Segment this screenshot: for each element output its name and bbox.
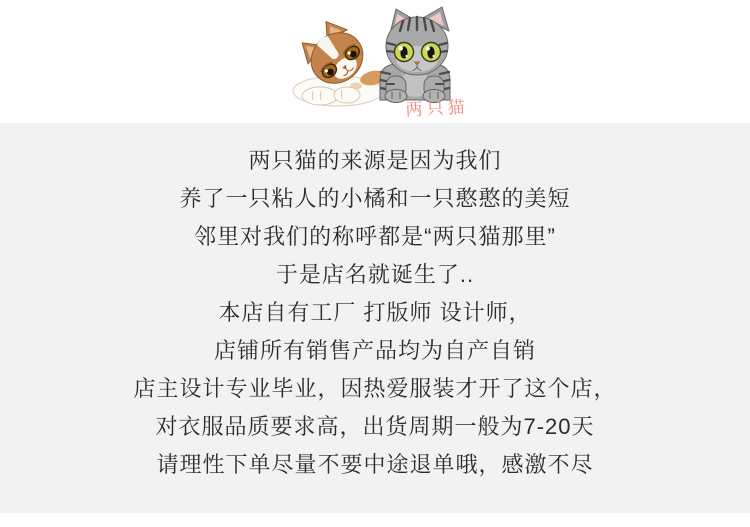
story-line-7: 店主设计专业毕业，因热爱服装才开了这个店， [133,376,617,401]
story-line-3: 邻里对我们的称呼都是“两只猫那里” [194,224,556,249]
gray-cat [380,7,450,103]
story-line-6: 店铺所有销售产品均为自产自销 [213,338,536,363]
hero-section [0,0,750,123]
story-line-8: 对衣服品质要求高，出货周期一般为7-20天 [155,414,595,439]
story-line-2: 养了一只粘人的小橘和一只憨憨的美短 [179,186,571,211]
bottom-white-strip [0,513,750,527]
story-line-4: 于是店名就诞生了.. [275,262,475,287]
store-logo-text: 两只猫 [405,97,470,120]
story-line-9: 请理性下单尽量不要中途退单哦，感激不尽 [156,452,594,477]
story-line-5: 本店自有工厂 打版师 设计师， [218,300,532,325]
story-panel [0,123,750,513]
story-line-1: 两只猫的来源是因为我们 [248,148,502,173]
